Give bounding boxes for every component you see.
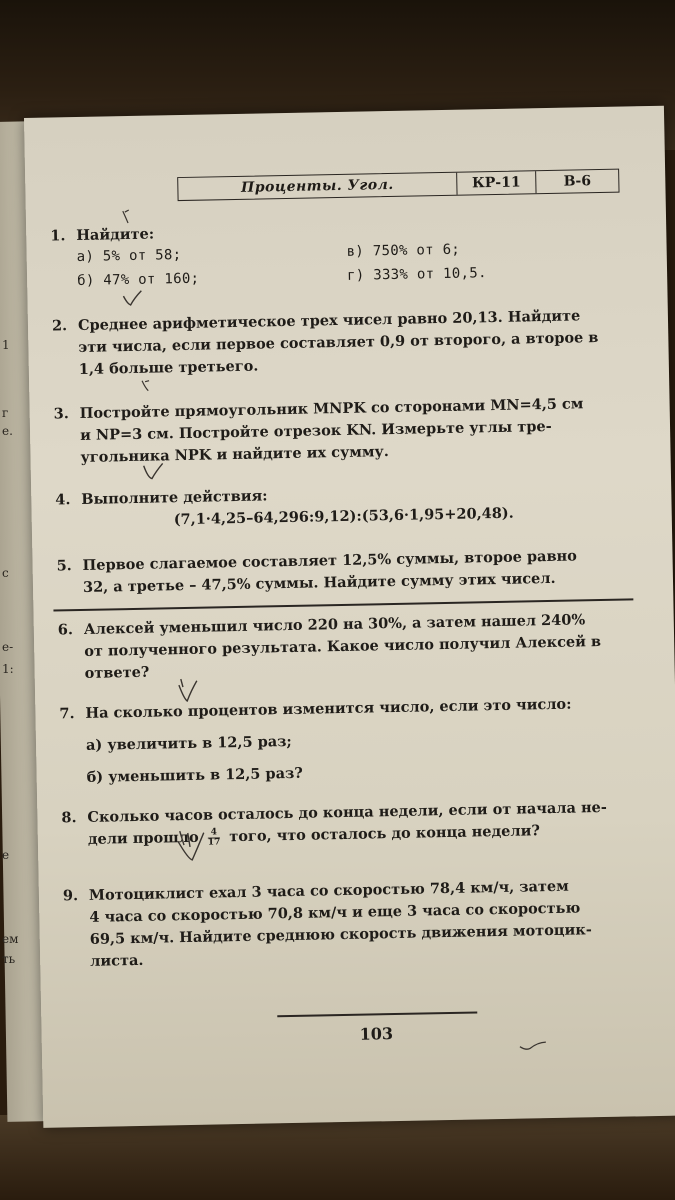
- header-title: Проценты. Угол.: [178, 173, 457, 200]
- task-line: ответе?: [84, 663, 150, 682]
- edge-letter: с: [2, 566, 9, 580]
- task-number: 7.: [59, 705, 75, 723]
- task-line: угольника NPK и найдите их сумму.: [80, 443, 389, 466]
- task-3: [53, 393, 614, 470]
- worksheet-page: [24, 106, 675, 1128]
- task-1: [50, 215, 610, 248]
- task-line: Алексей уменьшил число 220 на 30%, а затем нашел 240%: [83, 611, 586, 638]
- background-bottom: [0, 1115, 675, 1200]
- task-expression: (7,1·4,25–64,296:9,12):(53,6·1,95+20,48).: [173, 504, 514, 529]
- edge-letter: 1: [2, 338, 10, 352]
- task-number: 6.: [57, 621, 74, 639]
- task-1-item-a: а) 5% от 58;: [76, 247, 182, 266]
- task-line: 69,5 км/ч. Найдите среднюю скорость движения мотоцик-: [89, 921, 592, 948]
- task-number: 8.: [61, 809, 77, 827]
- task-line: того, что осталось до конца недели?: [229, 822, 541, 846]
- pencil-mark: [120, 208, 134, 226]
- task-number: 2.: [51, 317, 68, 335]
- footer-rule: [277, 1011, 477, 1016]
- pencil-mark: [139, 378, 153, 394]
- checkmark-icon: [174, 826, 215, 863]
- task-6: [58, 609, 619, 686]
- edge-letter: е-: [2, 640, 14, 654]
- task-line: Выполните действия:: [81, 487, 268, 508]
- task-line: листа.: [90, 951, 144, 970]
- edge-letter: ть: [2, 952, 16, 966]
- task-2: [52, 305, 613, 382]
- task-line: 4 часа со скоростью 70,8 км/ч и еще 3 часа со скоростью: [89, 899, 581, 926]
- task-line: 32, а третье – 47,5% суммы. Найдите сумму этих чисел.: [82, 569, 556, 596]
- task-line: Среднее арифметическое трех чисел равно 20,13. Найдите: [77, 307, 581, 335]
- task-line: 1,4 больше третьего.: [78, 357, 259, 378]
- header-table: [177, 169, 619, 201]
- fraction-numerator: 4: [208, 828, 221, 838]
- checkmark-icon: [175, 675, 200, 705]
- edge-letter: е.: [2, 424, 13, 438]
- task-line: и NP=3 см. Постройте отрезок KN. Измерьте углы тре-: [79, 417, 552, 444]
- task-7-item-a: а) увеличить в 12,5 раз;: [85, 732, 292, 754]
- task-number: 5.: [56, 557, 72, 575]
- pencil-mark: [518, 1038, 548, 1055]
- fraction-denominator: 17: [207, 836, 221, 848]
- checkmark-icon: [121, 288, 143, 308]
- task-line: эти числа, если первое составляет 0,9 от второго, а второе в: [78, 329, 599, 356]
- task-number: 4.: [55, 491, 71, 509]
- task-1-item-v: в) 750% от 6;: [346, 241, 461, 260]
- task-number: 3.: [53, 405, 69, 423]
- edge-letter: г: [2, 406, 9, 420]
- task-5: [56, 545, 617, 600]
- task-line: Постройте прямоугольник MNPK со сторонами MN=4,5 см: [79, 395, 584, 422]
- header-variant: В-6: [563, 173, 592, 190]
- task-line: Мотоциклист ехал 3 часа со скоростью 78,4 км/ч, затем: [88, 877, 569, 904]
- task-line: от полученного результата. Какое число получил Алексей в: [84, 633, 602, 660]
- checkmark-icon: [141, 459, 165, 481]
- task-line: На сколько процентов изменится число, если это число:: [85, 695, 572, 722]
- task-1-item-b: б) 47% от 160;: [76, 270, 200, 290]
- header-code: КР-11: [457, 171, 536, 195]
- task-number: 9.: [62, 887, 79, 905]
- edge-letter: 1:: [2, 662, 14, 676]
- edge-letter: е: [2, 848, 10, 862]
- task-4: [55, 479, 616, 534]
- task-number: 1.: [50, 227, 66, 245]
- task-line: Сколько часов осталось до конца недели, если от начала не-: [87, 798, 608, 826]
- edge-letter: ем: [2, 932, 19, 946]
- task-7: [59, 693, 621, 790]
- task-text: Найдите:: [76, 225, 155, 245]
- page-number: 103: [359, 1024, 394, 1044]
- task-8: [61, 797, 622, 852]
- task-7-item-b: б) уменьшить в 12,5 раз?: [86, 764, 303, 786]
- task-1-item-g: г) 333% от 10,5.: [346, 265, 487, 284]
- task-9: [63, 875, 625, 974]
- task-line: дели прошло: [87, 828, 199, 848]
- task-line: Первое слагаемое составляет 12,5% суммы, второе равно: [82, 547, 578, 574]
